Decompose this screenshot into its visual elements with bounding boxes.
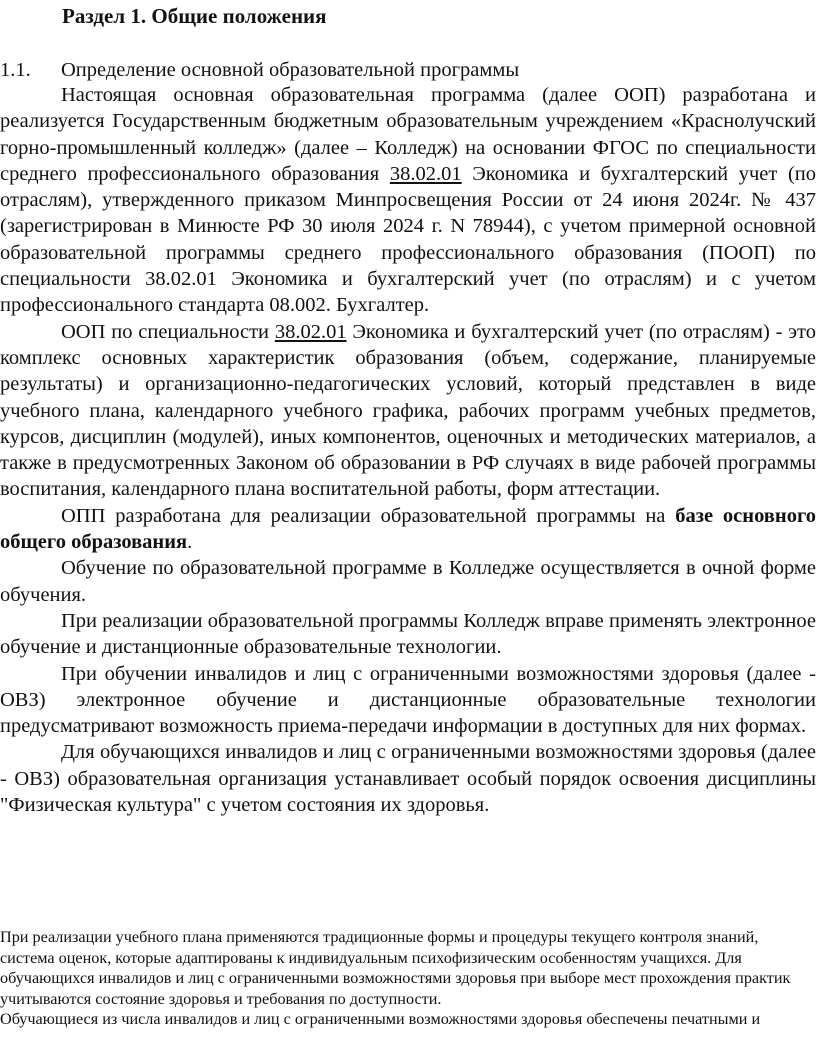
paragraph-text: . [187, 531, 193, 554]
notes-block [0, 927, 800, 1030]
specialty-code: 38.02.01 [274, 320, 347, 343]
paragraph-oop-basis [0, 82, 816, 319]
paragraph-education-base [0, 503, 816, 556]
paragraph-text: Экономика и бухгалтерский учет (по отраслям), утвержденного приказом Минпросвещения России от 24 июня 2024г. № 437 (зарегистрирован в Минюсте РФ 30 июля 2024 г. N 78944), с учетом примерной основной образовательной программы среднего профессионального образования (ПООП) по специальности 38.02.01 Экономика и бухгалтерский учет (по отраслям) и с учетом профессионального стандарта 08.002. Бухгалтер. [0, 162, 816, 317]
subsection-title: Определение основной образовательной программы [61, 59, 520, 81]
subsection-heading [0, 58, 816, 82]
paragraph-ovz-physical-culture: Для обучающихся инвалидов и лиц с ограниченными возможностями здоровья (далее - ОВЗ) образовательная организация устанавливает особый порядок освоения дисциплины "Физическая культура" с учетом состояния их здоровья. [0, 741, 816, 817]
paragraph-e-learning: При реализации образовательной программы Колледж вправе применять электронное обучение и дистанционные образовательные технологии. [0, 609, 816, 659]
education-base-bold: базе основного общего образования [0, 504, 816, 554]
specialty-code: 38.02.01 [389, 162, 462, 185]
note-provision: Обучающиеся из числа инвалидов и лиц с ограниченными возможностями здоровья обеспечены печатными и [0, 1010, 761, 1029]
paragraph-text: Настоящая основная образовательная программа (далее ООП) разработана и реализуется Государственным бюджетным образовательным учреждением «Краснолучский горно-промышленный колледж» (далее – Колледж) на основании ФГОС по специальности среднего профессионального образования [0, 84, 816, 185]
paragraph-ovz-e-learning: При обучении инвалидов и лиц с ограниченными возможностями здоровья (далее - ОВЗ) электронное обучение и дистанционные образовательные технологии предусматривают возможность приема-передачи информации в доступных для них формах. [0, 662, 816, 738]
note-curriculum: При реализации учебного плана применяются традиционные формы и процедуры текущего контроля знаний, система оценок, которые адаптированы к индивидуальным психофизическим особенностям учащихся. Для обучающихся инвалидов и лиц с ограниченными возможностями здоровья при выборе мест прохождения практик учитываются состояние здоровья и требования по доступности. [0, 928, 791, 1008]
paragraph-study-form: Обучение по образовательной программе в Колледже осуществляется в очной форме обучения. [0, 557, 816, 606]
paragraph-text: Экономика и бухгалтерский учет (по отраслям) - это комплекс основных характеристик образования (объем, содержание, планируемые результаты) и организационно-педагогических условий, который представлен в виде учебного плана, календарного учебного графика, рабочих программ учебных предметов, курсов, дисциплин (модулей), иных компонентов, оценочных и методических материалов, а также в предусмотренных Законом об образовании в РФ случаях в виде рабочей программы воспитания, календарного плана воспитательной работы, форм аттестации. [0, 320, 816, 501]
section-heading: Раздел 1. Общие положения [62, 4, 327, 28]
document-body [0, 82, 816, 818]
subsection-number: 1.1. [0, 59, 31, 81]
paragraph-text: ОПП разработана для реализации образовательной программы на [61, 504, 676, 527]
paragraph-text: ООП по специальности [61, 320, 275, 343]
paragraph-oop-definition [0, 319, 816, 503]
